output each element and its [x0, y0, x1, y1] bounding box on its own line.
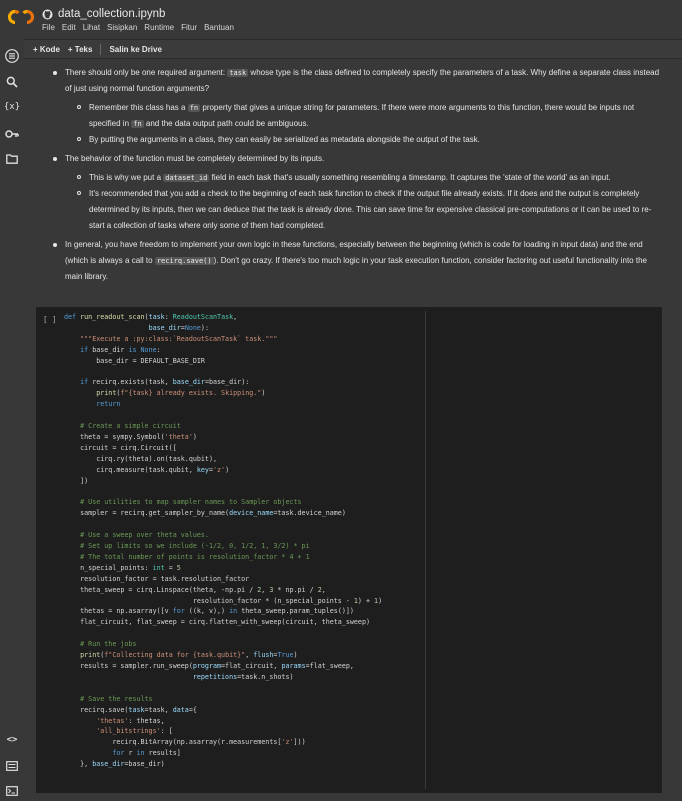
notebook-title-row	[42, 6, 165, 22]
code-cell[interactable]	[36, 307, 662, 793]
list-item: It's recommended that you add a check to the beginning of each task function to check if the output file already exists. If it does and the output is completely determined by its inputs, then we can deduce that the task is already done. This can save time for expensive classical pre-computations or it can be used to re-start a collection of tasks where only some of them had completed.	[36, 186, 662, 234]
run-cell-button[interactable]: [ ]	[43, 315, 57, 324]
menu-tools[interactable]: Fitur	[181, 23, 198, 32]
notebook-title[interactable]: data_collection.ipynb	[58, 8, 166, 20]
command-palette-icon[interactable]	[4, 758, 20, 774]
variables-icon[interactable]: {x}	[3, 102, 21, 112]
menu-bar	[42, 23, 234, 32]
copy-to-drive-button[interactable]: Salin ke Drive	[109, 44, 162, 54]
menu-edit[interactable]: Edit	[61, 23, 76, 32]
notebook-content	[24, 59, 682, 801]
list-item: There should only be one required argument: task whose type is the class defined to completely specify the parameters of a task. Why define a separate class instead of just using normal function arguments?	[36, 65, 662, 97]
toolbar	[24, 39, 682, 59]
colab-logo-icon[interactable]	[8, 9, 34, 25]
menu-help[interactable]: Bantuan	[204, 23, 234, 32]
search-icon[interactable]	[4, 74, 20, 90]
toc-icon[interactable]	[4, 48, 20, 64]
code-editor[interactable]: def run_readout_scan(task: ReadoutScanTask, base_dir=None): """Execute a :py:class:`ReadoutScanTask` task.""" if base_dir is None: base_dir = DEFAULT_BASE_DIR if recirq.exists(task, base_dir=base_dir): print(f"{task} already exists. Skipping.") return # Create a simple circuit theta = sympy.Symbol('theta') circuit = cirq.Circuit([ cirq.ry(theta).on(task.qubit), cirq.measure(task.qubit, key='z') ]) # Use utilities to map sampler names to Sampler objects sampler = recirq.get_sampler_by_name(device_name=task.device_name) # Use a sweep over theta values. # Set up limits so we include (-1/2, 0, 1/2, 1, 3/2) * pi # The total number of points is resolution_factor * 4 + 1 n_special_points: int = 5 resolution_factor = task.resolution_factor theta_sweep = cirq.Linspace(theta, -np.pi / 2, 3 * np.pi / 2, resolution_factor * (n_special_points - 1) + 1) thetas = np.asarray([v for ((k, v),) in theta_sweep.param_tuples()]) flat_circuit, flat_sweep = cirq.flatten_with_sweep(circuit, theta_sweep) # Run the jobs print(f"Collecting data for {task.qubit}", flush=True) results = sampler.run_sweep(program=flat_circuit, params=flat_sweep, repetitions=task.n_shots) # Save the results recirq.save(task=task, data={ 'thetas': thetas, 'all_bitstrings': [ recirq.BitArray(np.asarray(r.measurements['z'])) for r in results] }, base_dir=base_dir)	[64, 313, 383, 769]
add-text-button[interactable]: + Teks	[67, 44, 93, 54]
line-length-guide	[425, 311, 426, 789]
markdown-cell[interactable]	[36, 65, 662, 285]
list-item: This is why we put a dataset_id field in each task that's usually something resembling a timestamp. It captures the 'state of the world' as an input.	[36, 170, 662, 186]
folder-icon[interactable]	[4, 151, 20, 167]
terminal-icon[interactable]	[4, 783, 20, 799]
github-icon	[42, 9, 53, 20]
list-item: By putting the arguments in a class, they can easily be serialized as metadata alongside the output of the task.	[36, 132, 662, 148]
code-snippets-icon[interactable]: <>	[6, 735, 18, 745]
list-item: Remember this class has a fn property that gives a unique string for parameters. If there were more arguments to this function, there would be inputs not specified in fn and the data output path could be ambiguous.	[36, 100, 662, 132]
menu-view[interactable]: Lihat	[82, 23, 101, 32]
menu-runtime[interactable]: Runtime	[144, 23, 175, 32]
list-item: The behavior of the function must be completely determined by its inputs.	[36, 151, 662, 167]
list-item: In general, you have freedom to implement your own logic in these functions, especially between the beginning (which is code for loading in input data) and the end (which is always a call to recirq.save() ). Don't go crazy. If there's too much logic in your task execution function, consider factoring out useful functionality into the main library.	[36, 237, 662, 285]
menu-file[interactable]: File	[42, 23, 55, 32]
left-sidebar	[0, 39, 24, 801]
toolbar-divider	[100, 44, 101, 55]
header	[0, 0, 682, 38]
add-code-button[interactable]: + Kode	[33, 44, 60, 54]
key-icon[interactable]	[4, 126, 20, 142]
menu-insert[interactable]: Sisipkan	[107, 23, 138, 32]
